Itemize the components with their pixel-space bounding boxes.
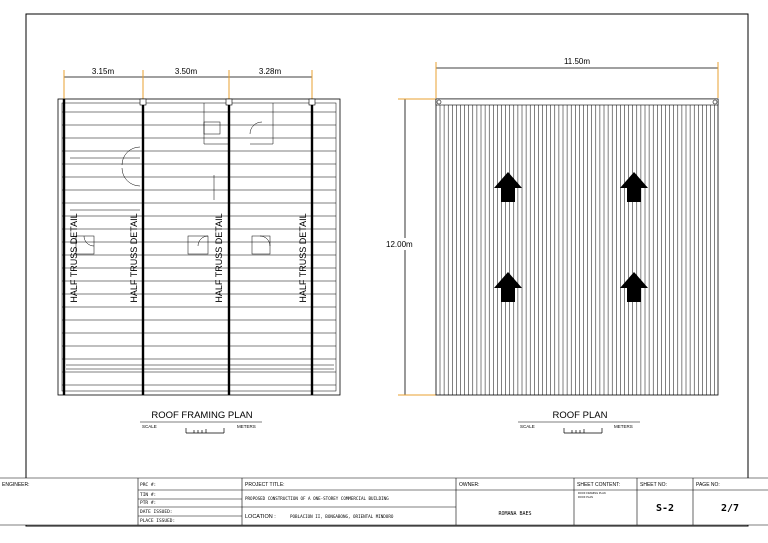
roof-outline bbox=[436, 99, 718, 395]
roof-plan-title: ROOF PLAN bbox=[552, 410, 608, 421]
framing-scale-label: SCALE bbox=[142, 424, 157, 429]
place-issued-label: PLACE ISSUED: bbox=[140, 519, 176, 524]
tin-label: TIN #: bbox=[140, 493, 157, 498]
engineer-label: ENGINEER: bbox=[2, 482, 30, 488]
project-title: PROPOSED CONSTRUCTION OF A ONE-STOREY COMMERCIAL BUILDING bbox=[245, 496, 389, 501]
sheet-content-label: SHEET CONTENT: bbox=[577, 482, 620, 488]
date-issued-label: DATE ISSUED: bbox=[140, 510, 173, 515]
truss-label-4: HALF TRUSS DETAIL bbox=[298, 213, 308, 303]
sheet-no-value: S-2 bbox=[655, 503, 675, 514]
owner-label: OWNER: bbox=[459, 482, 480, 488]
dim-1: 3.15m bbox=[91, 67, 115, 76]
dim-3: 3.28m bbox=[258, 67, 282, 76]
sheet-no-label: SHEET NO: bbox=[640, 482, 667, 488]
page-no-value: 2/7 bbox=[720, 503, 740, 514]
ptr-label: PTR #: bbox=[140, 501, 157, 506]
sheet-content-line-2: ROOF PLAN bbox=[578, 496, 593, 499]
location-label: LOCATION : bbox=[245, 514, 276, 520]
framing-plan-title: ROOF FRAMING PLAN bbox=[151, 410, 253, 421]
location-value: POBLACION II, BONGABONG, ORIENTAL MINDORO bbox=[290, 514, 394, 519]
title-block bbox=[0, 478, 768, 525]
roof-scale-bar bbox=[564, 428, 602, 433]
framing-scale-bar bbox=[186, 428, 224, 433]
roof-units-label: METERS bbox=[614, 424, 633, 429]
sheet-content-line-1: ROOF FRAMING PLAN bbox=[578, 492, 606, 495]
roof-scale-label: SCALE bbox=[520, 424, 535, 429]
roof-height-dim: 12.00m bbox=[386, 240, 413, 249]
roof-plan bbox=[384, 57, 718, 433]
page-no-label: PAGE NO: bbox=[696, 482, 720, 488]
dim-2: 3.50m bbox=[174, 67, 198, 76]
truss-label-1: HALF TRUSS DETAIL bbox=[69, 213, 79, 303]
roof-width-dim: 11.50m bbox=[563, 57, 591, 66]
project-title-label: PROJECT TITLE: bbox=[245, 482, 285, 488]
roof-framing-plan bbox=[58, 67, 340, 433]
truss-label-3: HALF TRUSS DETAIL bbox=[214, 213, 224, 303]
owner-value: ROMANA BAES bbox=[498, 511, 532, 517]
framing-units-label: METERS bbox=[237, 424, 256, 429]
truss-label-2: HALF TRUSS DETAIL bbox=[129, 213, 139, 303]
prc-label: PRC #: bbox=[140, 483, 157, 488]
